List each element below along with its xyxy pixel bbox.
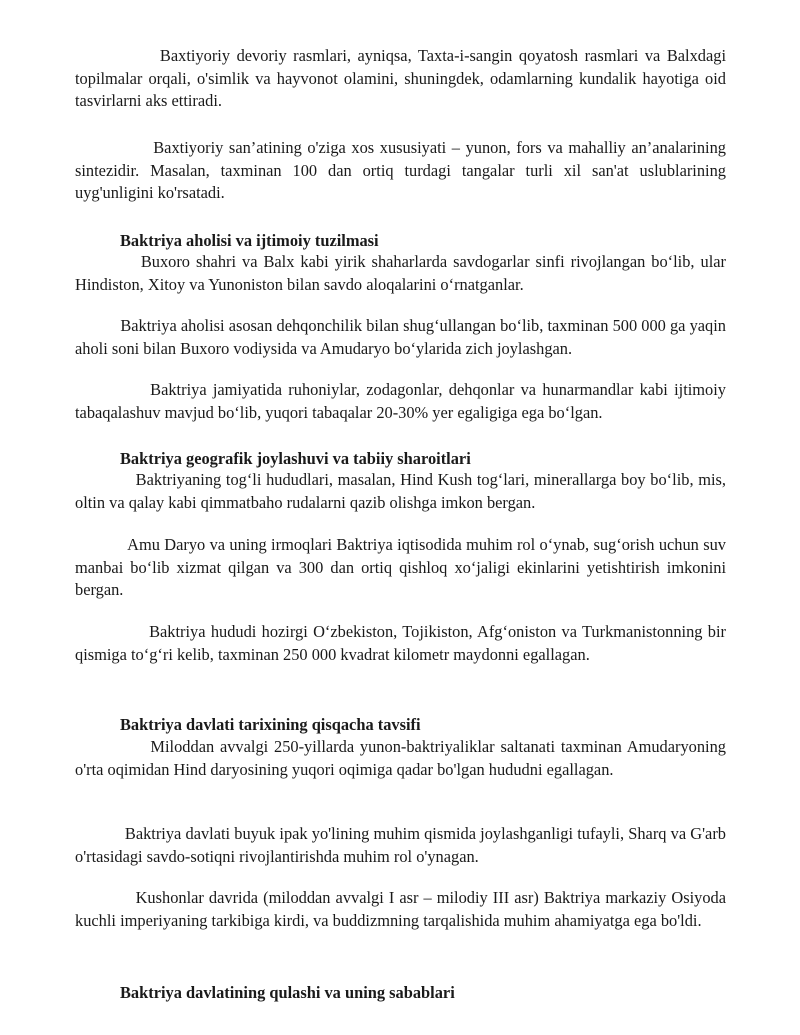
section-heading-geography: Baktriya geografik joylashuvi va tabiiy sharoitlari [120,449,471,468]
paragraph-amu-darya: Amu Daryo va uning irmoqlari Baktriya iqtisodida muhim rol o‘ynab, sug‘orish uchun suv manbai bo‘lib xizmat qilgan va 300 dan ortiq qishloq xo‘jaligi ekinlarini yetishtirish imkonini bergan. [75,535,726,599]
paragraph-wall-paintings: Baxtiyoriy devoriy rasmlari, ayniqsa, Taxta-i-sangin qoyatosh rasmlari va Balxdagi topilmalar orqali, o'simlik va hayvonot olamini, shuningdek, odamlarning kundalik hayotiga oid tasvirlarni aks ettiradi. [75,46,726,110]
paragraph-merchants: Buxoro shahri va Balx kabi yirik shaharlarda savdogarlar sinfi rivojlangan bo‘lib, ular Hindiston, Xitoy va Yunoniston bilan savdo aloqalarini o‘rnatganlar. [75,252,726,294]
paragraph-silk-road: Baktriya davlati buyuk ipak yo'lining muhim qismida joylashganligi tufayli, Sharq va G'arb o'rtasidagi savdo-sotiqni rivojlantirishda muhim rol o'ynagan. [75,824,726,866]
paragraph-social-strata: Baktriya jamiyatida ruhoniylar, zodagonlar, dehqonlar va hunarmandlar kabi ijtimoiy tabaqalashuv mavjud bo‘lib, yuqori tabaqalar 20-30% yer egaligiga ega bo‘lgan. [75,380,726,422]
paragraph-territory: Baktriya hududi hozirgi O‘zbekiston, Tojikiston, Afg‘oniston va Turkmanistonning bir qismiga to‘g‘ri kelib, taxminan 250 000 kvadrat kilometr maydonni egallagan. [75,622,726,664]
paragraph-kushans: Kushonlar davrida (miloddan avvalgi I asr – milodiy III asr) Baktriya markaziy Osiyoda kuchli imperiyaning tarkibiga kirdi, va buddizmning tarqalishida muhim ahamiyatga ega bo'ldi. [75,888,726,930]
section-heading-decline: Baktriya davlatining qulashi va uning sabablari [120,983,455,1002]
section-heading-population: Baktriya aholisi va ijtimoiy tuzilmasi [120,231,379,250]
section-heading-history: Baktriya davlati tarixining qisqacha tavsifi [120,715,421,734]
paragraph-greco-bactrian: Miloddan avvalgi 250-yillarda yunon-baktriyaliklar saltanati taxminan Amudaryoning o'rta oqimidan Hind daryosining yuqori oqimiga qadar bo'lgan hududni egallagan. [75,737,726,779]
paragraph-art-synthesis: Baxtiyoriy san’atining o'ziga xos xususiyati – yunon, fors va mahalliy an’analarining sintezidir. Masalan, taxminan 100 dan ortiq turdagi tangalar turli xil san'at uslublarining uyg'unligini ko'rsatadi. [75,138,726,202]
paragraph-mountains: Baktriyaning tog‘li hududlari, masalan, Hind Kush tog‘lari, minerallarga boy bo‘lib, mis, oltin va qalay kabi qimmatbaho rudalarni qazib olishga imkon bergan. [75,470,726,512]
paragraph-agriculture: Baktriya aholisi asosan dehqonchilik bilan shug‘ullangan bo‘lib, taxminan 500 000 ga yaqin aholi soni bilan Buxoro vodiysida va Amudaryo bo‘ylarida zich joylashgan. [75,316,726,358]
